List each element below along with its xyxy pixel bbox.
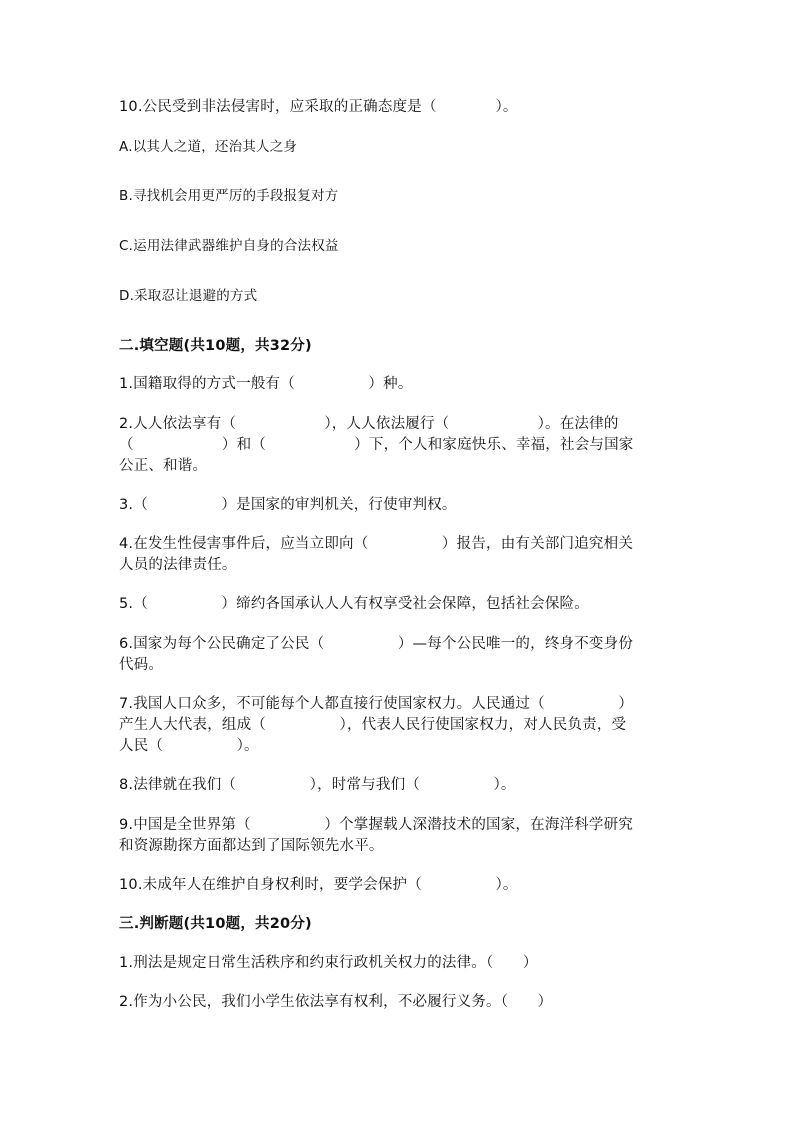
fill-item-10: 10.未成年人在维护自身权利时，要学会保护（ ）。 [119,877,518,893]
fill-item-3: 3.（ ）是国家的审判机关，行使审判权。 [119,497,457,513]
fill-item-2-line1: 2.人人依法享有（ ），人人依法履行（ ）。在法律的 [119,416,619,432]
section3-title: 三.判断题(共10题，共20分) [119,916,312,932]
section2-title: 二.填空题(共10题，共32分) [119,338,312,354]
fill-item-7-line1: 7.我国人口众多，不可能每个人都直接行使国家权力。人民通过（ ） [119,696,634,712]
fill-item-8: 8.法律就在我们（ ），时常与我们（ ）。 [119,777,516,793]
fill-item-7-line2: 产生人大代表，组成（ ），代表人民行使国家权力，对人民负责，受 [119,717,627,733]
fill-item-6-line1: 6.国家为每个公民确定了公民（ ）—每个公民唯一的，终身不变身份 [119,636,634,652]
fill-item-1: 1.国籍取得的方式一般有（ ）种。 [119,376,413,392]
fill-item-2-line2: （ ）和（ ）下，个人和家庭快乐、幸福，社会与国家 [119,437,634,453]
judge-item-2: 2.作为小公民，我们小学生依法享有权利，不必履行义务。（ ） [119,994,553,1010]
fill-item-2-line3: 公正、和谐。 [119,458,208,474]
q10-option-d: D.采取忍让退避的方式 [119,288,258,304]
fill-item-4-line1: 4.在发生性侵害事件后，应当立即向（ ）报告，由有关部门追究相关 [119,536,634,552]
fill-item-4-line2: 人员的法律责任。 [119,557,237,573]
fill-item-7-line3: 人民（ ）。 [119,738,259,754]
fill-item-6-line2: 代码。 [119,657,164,673]
fill-item-9-line1: 9.中国是全世界第（ ）个掌握载人深潜技术的国家，在海洋科学研究 [119,817,634,833]
q10-option-b: B.寻找机会用更严厉的手段报复对方 [119,188,339,204]
judge-item-1: 1.刑法是规定日常生活秩序和约束行政机关权力的法律。（ ） [119,955,538,971]
fill-item-9-line2: 和资源勘探方面都达到了国际领先水平。 [119,838,384,854]
fill-item-5: 5.（ ）缔约各国承认人人有权享受社会保障，包括社会保险。 [119,596,589,612]
q10-option-a: A.以其人之道，还治其人之身 [119,139,298,155]
q10-option-c: C.运用法律武器维护自身的合法权益 [119,238,339,254]
q10-stem: 10.公民受到非法侵害时，应采取的正确态度是（ ）。 [119,99,518,115]
